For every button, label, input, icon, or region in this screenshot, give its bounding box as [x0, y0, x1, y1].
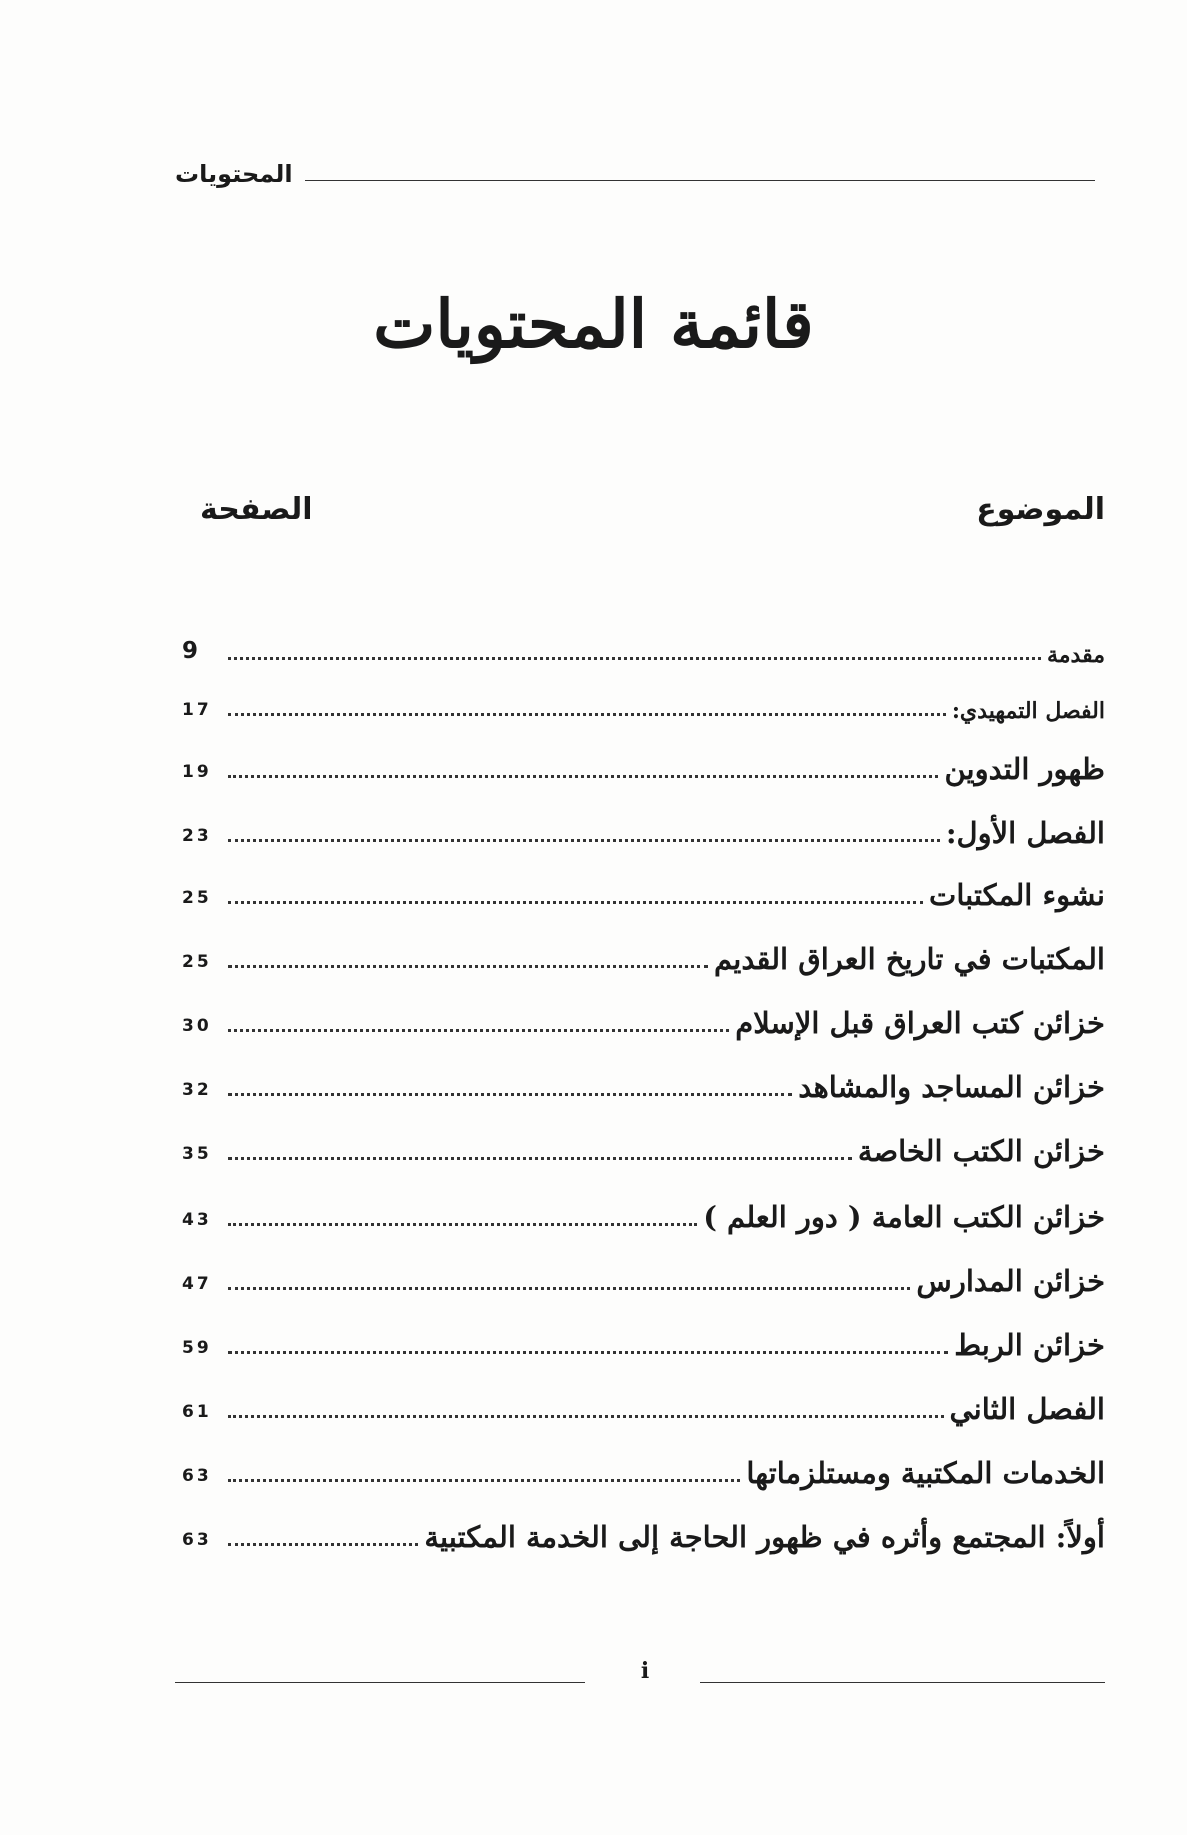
toc-entry-page: 61 — [182, 1402, 212, 1422]
toc-entry — [182, 612, 1105, 672]
toc-entry-page: 35 — [182, 1144, 212, 1164]
toc-entry-title: خزائن المساجد والمشاهد — [798, 1070, 1105, 1104]
column-heading-page: الصفحة — [200, 492, 313, 527]
toc-entry-title: الفصل الثاني — [949, 1392, 1105, 1426]
toc-leader — [228, 965, 708, 968]
toc-entry-page: 17 — [182, 700, 212, 720]
toc-entry-title: خزائن كتب العراق قبل الإسلام — [735, 1006, 1105, 1040]
toc-entry-page: 63 — [182, 1530, 212, 1550]
footer-rule-left — [175, 1682, 585, 1683]
toc-entry — [182, 730, 1105, 790]
toc-entry — [182, 920, 1105, 980]
toc-leader — [228, 1415, 944, 1418]
header-rule — [305, 180, 1095, 181]
toc-entry-page: 9 — [182, 638, 199, 664]
toc-entry — [182, 794, 1105, 854]
toc-entry-title: خزائن الكتب العامة ( دور العلم ) — [703, 1200, 1105, 1234]
toc-entry-title: الخدمات المكتبية ومستلزماتها — [746, 1456, 1105, 1490]
toc-leader — [228, 1351, 948, 1354]
toc-entry-title: الفصل التمهيدي: — [951, 698, 1105, 724]
toc-leader — [228, 1029, 729, 1032]
toc-leader — [228, 775, 938, 778]
toc-entry-title: نشوء المكتبات — [929, 878, 1105, 912]
toc-entry-page: 63 — [182, 1466, 212, 1486]
toc-entry — [182, 1306, 1105, 1366]
toc-entry — [182, 1370, 1105, 1430]
toc-leader — [228, 657, 1041, 660]
toc-entry-title: مقدمة — [1046, 642, 1105, 668]
footer-rule-right — [700, 1682, 1105, 1683]
toc-entry — [182, 1434, 1105, 1494]
toc-entry-page: 30 — [182, 1016, 212, 1036]
toc-entry — [182, 856, 1105, 916]
toc-entry-page: 32 — [182, 1080, 212, 1100]
page-number: i — [640, 1658, 650, 1684]
toc-leader — [228, 839, 940, 842]
toc-entry — [182, 1498, 1105, 1558]
toc-entry-title: خزائن الكتب الخاصة — [857, 1134, 1105, 1168]
page-title: قائمة المحتويات — [373, 285, 814, 363]
toc-entry-page: 43 — [182, 1210, 212, 1230]
running-header-label: المحتويات — [175, 160, 293, 188]
toc-leader — [228, 1223, 697, 1226]
toc-entry-page: 47 — [182, 1274, 212, 1294]
toc-entry — [182, 984, 1105, 1044]
toc-entry-title: ظهور التدوين — [944, 752, 1105, 786]
toc-entry-page: 59 — [182, 1338, 212, 1358]
toc-entry-title: أولاً: المجتمع وأثره في ظهور الحاجة إلى الخدمة المكتبية — [424, 1520, 1105, 1554]
running-header — [175, 160, 1095, 190]
toc-entry-title: المكتبات في تاريخ العراق القديم — [713, 942, 1105, 976]
toc-entry — [182, 1048, 1105, 1108]
toc-leader — [228, 1157, 852, 1160]
toc-leader — [228, 1093, 792, 1096]
toc-entry-title: الفصل الأول: — [945, 816, 1105, 850]
toc-leader — [228, 713, 946, 716]
toc-entry-page: 23 — [182, 826, 212, 846]
toc-entry — [182, 668, 1105, 728]
toc-entry-title: خزائن الربط — [954, 1328, 1105, 1362]
page-footer — [0, 1650, 1187, 1690]
toc-entry-page: 25 — [182, 888, 212, 908]
toc-entry-page: 19 — [182, 762, 212, 782]
toc-leader — [228, 1479, 740, 1482]
toc-entry — [182, 1178, 1105, 1238]
toc-entry — [182, 1112, 1105, 1172]
toc-entry-page: 25 — [182, 952, 212, 972]
toc-entry — [182, 1242, 1105, 1302]
toc-leader — [228, 1543, 418, 1546]
column-heading-topic: الموضوع — [976, 492, 1105, 527]
toc-entry-title: خزائن المدارس — [916, 1264, 1105, 1298]
toc-leader — [228, 1287, 910, 1290]
toc-leader — [228, 901, 923, 904]
